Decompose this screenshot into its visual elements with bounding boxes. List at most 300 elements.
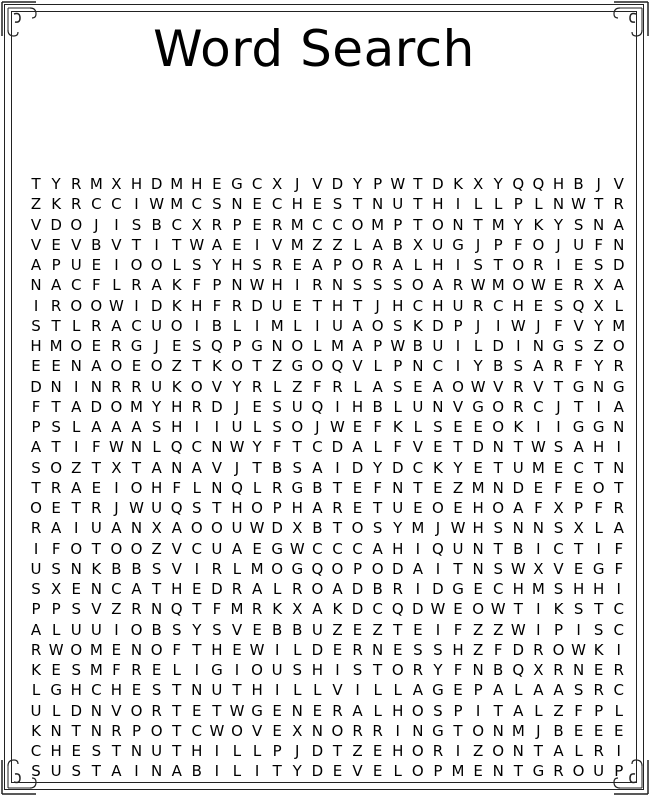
- grid-letter[interactable]: D: [612, 256, 625, 274]
- grid-letter[interactable]: P: [31, 418, 41, 436]
- grid-letter[interactable]: O: [70, 215, 83, 234]
- grid-letter[interactable]: R: [231, 296, 243, 315]
- grid-letter[interactable]: W: [149, 195, 165, 214]
- grid-letter[interactable]: A: [251, 580, 263, 598]
- grid-letter[interactable]: T: [493, 256, 503, 274]
- grid-letter[interactable]: O: [271, 559, 284, 578]
- grid-letter[interactable]: F: [92, 438, 101, 457]
- grid-letter[interactable]: O: [391, 661, 404, 679]
- grid-letter[interactable]: R: [593, 681, 604, 700]
- grid-letter[interactable]: A: [312, 256, 323, 274]
- grid-letter[interactable]: O: [150, 721, 163, 740]
- grid-letter[interactable]: L: [252, 742, 262, 760]
- grid-letter[interactable]: N: [492, 721, 504, 740]
- grid-letter[interactable]: D: [211, 397, 223, 416]
- grid-letter[interactable]: E: [573, 256, 584, 274]
- grid-letter[interactable]: N: [492, 438, 504, 457]
- grid-letter[interactable]: J: [234, 458, 240, 477]
- grid-letter[interactable]: O: [432, 499, 444, 517]
- grid-letter[interactable]: S: [171, 620, 182, 639]
- grid-letter[interactable]: N: [50, 377, 62, 396]
- grid-letter[interactable]: R: [613, 499, 624, 517]
- grid-letter[interactable]: O: [492, 397, 505, 416]
- grid-letter[interactable]: I: [335, 397, 340, 416]
- grid-letter[interactable]: F: [554, 316, 563, 335]
- grid-letter[interactable]: E: [312, 701, 323, 720]
- grid-letter[interactable]: A: [111, 316, 122, 335]
- grid-letter[interactable]: I: [134, 195, 139, 214]
- grid-letter[interactable]: S: [51, 559, 61, 578]
- grid-letter[interactable]: A: [613, 215, 624, 234]
- grid-letter[interactable]: C: [70, 276, 82, 295]
- grid-letter[interactable]: Q: [170, 499, 183, 517]
- grid-letter[interactable]: E: [71, 742, 81, 760]
- grid-letter[interactable]: T: [413, 215, 423, 234]
- grid-letter[interactable]: W: [450, 519, 466, 538]
- grid-letter[interactable]: S: [392, 316, 403, 335]
- grid-letter[interactable]: A: [553, 681, 564, 700]
- grid-letter[interactable]: N: [512, 519, 524, 538]
- grid-letter[interactable]: L: [393, 762, 402, 781]
- grid-letter[interactable]: G: [532, 762, 545, 781]
- grid-letter[interactable]: B: [151, 620, 162, 639]
- grid-letter[interactable]: V: [533, 377, 544, 396]
- grid-letter[interactable]: H: [572, 580, 585, 598]
- grid-letter[interactable]: S: [433, 418, 443, 436]
- grid-letter[interactable]: D: [150, 296, 163, 315]
- grid-letter[interactable]: C: [432, 357, 444, 376]
- grid-letter[interactable]: O: [251, 661, 263, 679]
- grid-letter[interactable]: I: [254, 762, 260, 781]
- grid-letter[interactable]: D: [432, 580, 444, 598]
- grid-letter[interactable]: Y: [152, 397, 162, 416]
- grid-letter[interactable]: C: [191, 721, 203, 740]
- grid-letter[interactable]: P: [393, 215, 403, 234]
- grid-letter[interactable]: C: [352, 539, 363, 558]
- grid-letter[interactable]: H: [191, 742, 203, 760]
- grid-letter[interactable]: E: [51, 499, 61, 517]
- grid-letter[interactable]: S: [151, 559, 162, 578]
- grid-letter[interactable]: T: [493, 458, 503, 477]
- grid-letter[interactable]: E: [453, 681, 463, 700]
- grid-letter[interactable]: O: [110, 357, 123, 376]
- grid-letter[interactable]: Z: [452, 478, 464, 497]
- grid-letter[interactable]: W: [390, 337, 406, 355]
- grid-letter[interactable]: A: [432, 377, 444, 396]
- grid-letter[interactable]: T: [573, 539, 584, 558]
- grid-letter[interactable]: A: [91, 357, 102, 376]
- grid-letter[interactable]: L: [353, 377, 362, 396]
- grid-letter[interactable]: G: [291, 559, 304, 578]
- grid-letter[interactable]: G: [50, 681, 62, 700]
- grid-letter[interactable]: S: [573, 600, 584, 619]
- grid-letter[interactable]: T: [71, 499, 81, 517]
- grid-letter[interactable]: T: [232, 681, 242, 700]
- grid-letter[interactable]: H: [70, 681, 82, 700]
- grid-letter[interactable]: Q: [391, 600, 404, 619]
- grid-letter[interactable]: L: [293, 681, 302, 700]
- grid-letter[interactable]: U: [452, 296, 464, 315]
- grid-letter[interactable]: E: [312, 195, 323, 214]
- grid-letter[interactable]: O: [190, 377, 203, 396]
- grid-letter[interactable]: W: [48, 640, 64, 659]
- grid-letter[interactable]: A: [71, 478, 82, 497]
- grid-letter[interactable]: C: [171, 215, 182, 234]
- grid-letter[interactable]: P: [272, 499, 282, 517]
- grid-letter[interactable]: T: [373, 661, 383, 679]
- grid-letter[interactable]: N: [30, 276, 42, 295]
- grid-letter[interactable]: V: [111, 701, 122, 720]
- grid-letter[interactable]: M: [170, 195, 184, 214]
- grid-letter[interactable]: T: [152, 580, 162, 598]
- grid-letter[interactable]: D: [50, 215, 62, 234]
- grid-letter[interactable]: T: [192, 357, 202, 376]
- grid-letter[interactable]: Y: [212, 256, 222, 274]
- grid-letter[interactable]: L: [413, 418, 422, 436]
- grid-letter[interactable]: U: [151, 377, 163, 396]
- grid-letter[interactable]: V: [573, 316, 584, 335]
- grid-letter[interactable]: F: [51, 539, 61, 558]
- grid-letter[interactable]: A: [30, 256, 42, 274]
- grid-letter[interactable]: I: [74, 377, 79, 396]
- grid-letter[interactable]: D: [271, 519, 283, 538]
- grid-letter[interactable]: T: [332, 519, 343, 538]
- grid-letter[interactable]: Y: [473, 357, 483, 376]
- grid-letter[interactable]: S: [71, 661, 81, 679]
- grid-letter[interactable]: O: [130, 256, 143, 274]
- grid-letter[interactable]: O: [130, 478, 143, 497]
- grid-letter[interactable]: H: [331, 296, 344, 315]
- grid-letter[interactable]: N: [231, 195, 243, 214]
- grid-letter[interactable]: S: [131, 215, 142, 234]
- grid-letter[interactable]: W: [189, 235, 205, 254]
- grid-letter[interactable]: N: [613, 458, 625, 477]
- grid-letter[interactable]: O: [552, 640, 565, 659]
- grid-letter[interactable]: A: [352, 316, 363, 335]
- grid-letter[interactable]: S: [392, 377, 403, 396]
- grid-letter[interactable]: A: [613, 397, 624, 416]
- grid-letter[interactable]: R: [111, 377, 122, 396]
- grid-letter[interactable]: L: [494, 195, 503, 214]
- grid-letter[interactable]: Q: [512, 661, 525, 679]
- grid-letter[interactable]: B: [272, 620, 283, 639]
- grid-letter[interactable]: O: [432, 215, 444, 234]
- grid-letter[interactable]: F: [574, 701, 583, 720]
- grid-letter[interactable]: L: [393, 681, 402, 700]
- grid-letter[interactable]: O: [351, 256, 364, 274]
- grid-letter[interactable]: M: [49, 337, 63, 355]
- grid-letter[interactable]: P: [353, 559, 363, 578]
- grid-letter[interactable]: V: [231, 620, 243, 639]
- grid-letter[interactable]: I: [455, 256, 461, 274]
- grid-letter[interactable]: E: [372, 742, 383, 760]
- grid-letter[interactable]: I: [274, 681, 280, 700]
- grid-letter[interactable]: J: [295, 175, 300, 193]
- grid-letter[interactable]: R: [332, 499, 343, 517]
- grid-letter[interactable]: S: [352, 661, 363, 679]
- grid-letter[interactable]: Q: [432, 539, 444, 558]
- grid-letter[interactable]: H: [472, 519, 484, 538]
- grid-letter[interactable]: C: [412, 296, 424, 315]
- grid-letter[interactable]: Y: [252, 438, 262, 457]
- grid-letter[interactable]: I: [616, 580, 621, 598]
- grid-letter[interactable]: Z: [472, 640, 484, 659]
- grid-letter[interactable]: C: [91, 195, 102, 214]
- grid-letter[interactable]: E: [372, 762, 383, 781]
- grid-letter[interactable]: V: [272, 235, 283, 254]
- grid-letter[interactable]: S: [292, 661, 303, 679]
- grid-letter[interactable]: D: [311, 742, 324, 760]
- grid-letter[interactable]: O: [50, 458, 63, 477]
- grid-letter[interactable]: P: [332, 256, 342, 274]
- grid-letter[interactable]: V: [352, 762, 363, 781]
- grid-letter[interactable]: M: [250, 559, 264, 578]
- grid-letter[interactable]: R: [372, 721, 383, 740]
- grid-letter[interactable]: D: [251, 296, 263, 315]
- grid-letter[interactable]: A: [131, 418, 142, 436]
- grid-letter[interactable]: K: [211, 357, 222, 376]
- grid-letter[interactable]: R: [573, 276, 584, 295]
- grid-letter[interactable]: I: [315, 316, 320, 335]
- grid-letter[interactable]: H: [291, 499, 303, 517]
- grid-letter[interactable]: O: [291, 418, 304, 436]
- grid-letter[interactable]: E: [91, 256, 102, 274]
- grid-letter[interactable]: W: [229, 438, 245, 457]
- grid-letter[interactable]: P: [433, 762, 443, 781]
- grid-letter[interactable]: I: [415, 539, 421, 558]
- grid-letter[interactable]: L: [252, 478, 262, 497]
- grid-letter[interactable]: S: [192, 256, 202, 274]
- grid-letter[interactable]: Z: [352, 742, 363, 760]
- grid-letter[interactable]: T: [212, 701, 222, 720]
- grid-letter[interactable]: V: [352, 357, 363, 376]
- grid-letter[interactable]: V: [613, 175, 624, 193]
- grid-letter[interactable]: B: [493, 661, 504, 679]
- grid-letter[interactable]: U: [512, 458, 524, 477]
- grid-letter[interactable]: E: [352, 499, 363, 517]
- grid-letter[interactable]: T: [91, 458, 101, 477]
- grid-letter[interactable]: N: [372, 640, 384, 659]
- grid-letter[interactable]: F: [594, 499, 603, 517]
- grid-letter[interactable]: N: [472, 539, 484, 558]
- grid-letter[interactable]: A: [513, 701, 524, 720]
- grid-letter[interactable]: S: [212, 620, 222, 639]
- grid-letter[interactable]: Y: [433, 661, 443, 679]
- grid-letter[interactable]: L: [51, 620, 61, 639]
- grid-letter[interactable]: S: [31, 580, 41, 598]
- grid-letter[interactable]: F: [453, 661, 463, 679]
- grid-letter[interactable]: K: [171, 377, 182, 396]
- grid-letter[interactable]: E: [352, 620, 363, 639]
- grid-letter[interactable]: I: [254, 235, 260, 254]
- grid-letter[interactable]: A: [51, 276, 62, 295]
- grid-letter[interactable]: K: [533, 215, 544, 234]
- grid-letter[interactable]: C: [111, 580, 122, 598]
- grid-letter[interactable]: Z: [332, 235, 343, 254]
- grid-letter[interactable]: Q: [170, 600, 183, 619]
- grid-letter[interactable]: G: [291, 478, 304, 497]
- grid-letter[interactable]: N: [532, 337, 544, 355]
- grid-letter[interactable]: T: [192, 600, 202, 619]
- grid-letter[interactable]: L: [473, 337, 483, 355]
- grid-letter[interactable]: O: [170, 316, 183, 335]
- grid-letter[interactable]: A: [352, 337, 363, 355]
- grid-letter[interactable]: S: [272, 418, 282, 436]
- grid-letter[interactable]: L: [272, 580, 282, 598]
- grid-letter[interactable]: H: [291, 195, 303, 214]
- grid-letter[interactable]: U: [70, 256, 82, 274]
- grid-letter[interactable]: I: [335, 458, 340, 477]
- grid-letter[interactable]: L: [172, 256, 181, 274]
- grid-letter[interactable]: L: [373, 438, 382, 457]
- grid-letter[interactable]: A: [171, 762, 182, 781]
- grid-letter[interactable]: E: [131, 681, 142, 700]
- grid-letter[interactable]: T: [493, 701, 503, 720]
- grid-letter[interactable]: O: [70, 296, 83, 315]
- grid-letter[interactable]: P: [131, 721, 142, 740]
- grid-letter[interactable]: U: [30, 559, 42, 578]
- grid-letter[interactable]: G: [592, 559, 605, 578]
- grid-letter[interactable]: N: [452, 215, 464, 234]
- grid-letter[interactable]: D: [331, 438, 344, 457]
- grid-letter[interactable]: E: [272, 701, 282, 720]
- grid-letter[interactable]: T: [473, 215, 483, 234]
- grid-letter[interactable]: N: [130, 519, 143, 538]
- grid-letter[interactable]: I: [536, 539, 541, 558]
- grid-letter[interactable]: O: [130, 620, 143, 639]
- grid-letter[interactable]: E: [71, 580, 81, 598]
- grid-letter[interactable]: L: [112, 276, 121, 295]
- grid-letter[interactable]: H: [392, 296, 404, 315]
- grid-letter[interactable]: A: [71, 397, 82, 416]
- grid-letter[interactable]: D: [90, 397, 103, 416]
- grid-letter[interactable]: Z: [312, 235, 323, 254]
- grid-letter[interactable]: J: [114, 499, 119, 517]
- grid-letter[interactable]: T: [352, 195, 363, 214]
- grid-letter[interactable]: I: [475, 701, 481, 720]
- grid-letter[interactable]: A: [171, 519, 182, 538]
- grid-letter[interactable]: M: [89, 661, 103, 679]
- grid-letter[interactable]: I: [214, 742, 220, 760]
- grid-letter[interactable]: X: [292, 600, 303, 619]
- grid-letter[interactable]: N: [432, 397, 444, 416]
- grid-letter[interactable]: L: [72, 418, 81, 436]
- grid-letter[interactable]: B: [573, 175, 584, 193]
- grid-letter[interactable]: N: [50, 721, 62, 740]
- grid-letter[interactable]: G: [211, 661, 223, 679]
- grid-letter[interactable]: J: [295, 742, 300, 760]
- grid-letter[interactable]: D: [432, 316, 444, 335]
- grid-letter[interactable]: D: [492, 337, 504, 355]
- grid-letter[interactable]: K: [453, 175, 463, 193]
- grid-letter[interactable]: X: [272, 175, 283, 193]
- grid-letter[interactable]: L: [232, 316, 242, 335]
- grid-letter[interactable]: A: [111, 762, 122, 781]
- grid-letter[interactable]: W: [249, 640, 265, 659]
- grid-letter[interactable]: E: [111, 640, 122, 659]
- grid-letter[interactable]: I: [415, 580, 421, 598]
- grid-letter[interactable]: W: [229, 701, 245, 720]
- grid-letter[interactable]: D: [331, 175, 344, 193]
- grid-letter[interactable]: D: [351, 600, 364, 619]
- grid-letter[interactable]: T: [513, 600, 523, 619]
- grid-letter[interactable]: O: [190, 519, 203, 538]
- grid-letter[interactable]: O: [492, 742, 505, 760]
- grid-letter[interactable]: G: [251, 337, 263, 355]
- grid-letter[interactable]: H: [452, 640, 464, 659]
- grid-letter[interactable]: R: [452, 276, 464, 295]
- grid-letter[interactable]: N: [130, 640, 143, 659]
- grid-letter[interactable]: E: [252, 397, 262, 416]
- grid-letter[interactable]: E: [433, 478, 443, 497]
- grid-letter[interactable]: P: [453, 701, 463, 720]
- grid-letter[interactable]: I: [254, 316, 260, 335]
- grid-letter[interactable]: O: [472, 721, 485, 740]
- grid-letter[interactable]: E: [352, 418, 363, 436]
- grid-letter[interactable]: O: [70, 539, 83, 558]
- grid-letter[interactable]: O: [30, 499, 42, 517]
- grid-letter[interactable]: D: [211, 580, 223, 598]
- grid-letter[interactable]: N: [70, 559, 82, 578]
- grid-letter[interactable]: W: [510, 316, 526, 335]
- grid-letter[interactable]: S: [71, 762, 81, 781]
- grid-letter[interactable]: Y: [393, 519, 403, 538]
- grid-letter[interactable]: C: [332, 539, 343, 558]
- grid-letter[interactable]: L: [272, 377, 282, 396]
- grid-letter[interactable]: M: [511, 721, 525, 740]
- grid-letter[interactable]: N: [472, 661, 484, 679]
- grid-letter[interactable]: G: [572, 377, 585, 396]
- grid-letter[interactable]: H: [211, 640, 223, 659]
- grid-letter[interactable]: X: [51, 580, 62, 598]
- grid-letter[interactable]: U: [392, 499, 404, 517]
- grid-letter[interactable]: E: [413, 499, 423, 517]
- grid-letter[interactable]: L: [353, 235, 362, 254]
- grid-letter[interactable]: I: [536, 600, 541, 619]
- grid-letter[interactable]: T: [91, 539, 101, 558]
- grid-letter[interactable]: Y: [232, 377, 242, 396]
- grid-letter[interactable]: M: [411, 519, 425, 538]
- grid-letter[interactable]: I: [134, 296, 139, 315]
- grid-letter[interactable]: E: [473, 580, 483, 598]
- grid-letter[interactable]: A: [493, 681, 504, 700]
- grid-letter[interactable]: L: [373, 357, 382, 376]
- grid-letter[interactable]: P: [51, 600, 61, 619]
- grid-letter[interactable]: E: [51, 357, 61, 376]
- grid-letter[interactable]: H: [432, 195, 444, 214]
- grid-letter[interactable]: O: [572, 762, 585, 781]
- grid-letter[interactable]: L: [373, 681, 382, 700]
- grid-letter[interactable]: G: [472, 397, 484, 416]
- grid-letter[interactable]: A: [352, 438, 363, 457]
- grid-letter[interactable]: O: [130, 539, 143, 558]
- grid-letter[interactable]: U: [50, 762, 62, 781]
- grid-letter[interactable]: S: [71, 600, 81, 619]
- grid-letter[interactable]: L: [614, 701, 623, 720]
- grid-letter[interactable]: E: [553, 458, 564, 477]
- grid-letter[interactable]: H: [110, 681, 123, 700]
- grid-letter[interactable]: A: [432, 276, 444, 295]
- grid-letter[interactable]: S: [433, 701, 443, 720]
- grid-letter[interactable]: T: [393, 620, 403, 639]
- grid-letter[interactable]: W: [430, 600, 446, 619]
- grid-letter[interactable]: T: [172, 742, 182, 760]
- grid-letter[interactable]: E: [453, 600, 463, 619]
- grid-letter[interactable]: U: [432, 337, 444, 355]
- grid-letter[interactable]: T: [594, 458, 604, 477]
- grid-letter[interactable]: K: [272, 600, 283, 619]
- grid-letter[interactable]: S: [553, 580, 564, 598]
